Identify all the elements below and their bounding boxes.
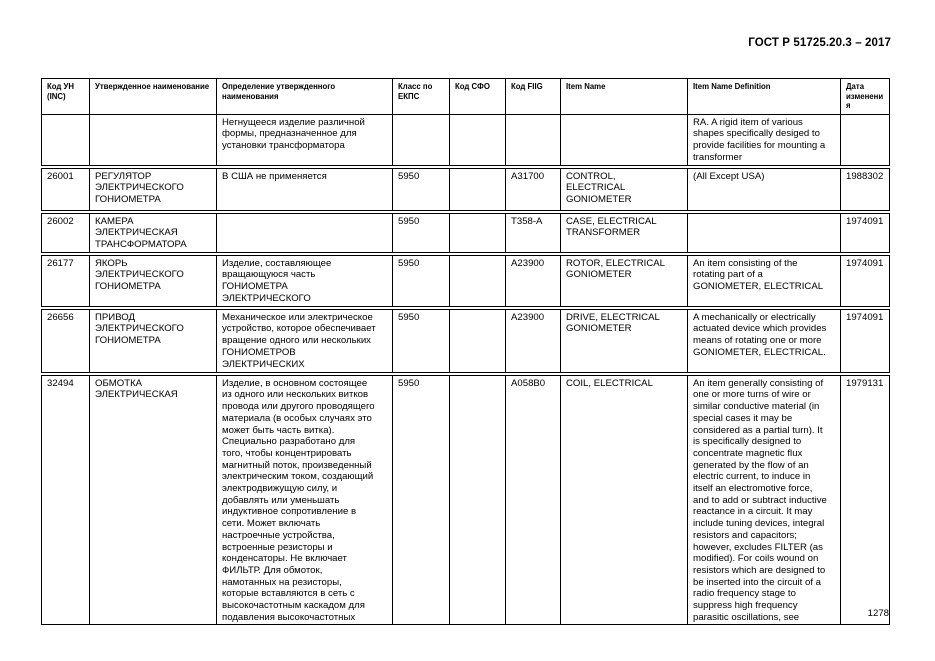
- column-header-item-name-definition: Item Name Definition: [688, 79, 841, 115]
- document-standard-header: ГОСТ Р 51725.20.3 – 2017: [748, 37, 891, 49]
- cell-approved-definition: [217, 213, 393, 252]
- cell-item-name-definition: RA. A rigid item of various shapes specifically desiged to provide facilities for mounting a transformer: [688, 114, 841, 165]
- column-header-approved-definition: Определение утвержденного наименования: [217, 79, 393, 115]
- cell-approved-definition: В США не применяется: [217, 168, 393, 210]
- cell-approved-definition: Изделие, составляющее вращающуюся часть ГОНИОМЕТРА ЭЛЕКТРИЧЕСКОГО: [217, 255, 393, 306]
- column-header-change-date: Дата изменения: [841, 79, 890, 115]
- cell-item-name: COIL, ELECTRICAL: [561, 375, 688, 625]
- cell-sfo-code: [450, 255, 506, 306]
- cell-item-name-definition: An item consisting of the rotating part of a GONIOMETER, ELECTRICAL: [688, 255, 841, 306]
- cell-inc: 32494: [42, 375, 90, 625]
- cell-ekps-class: 5950: [393, 255, 450, 306]
- cell-inc: 26002: [42, 213, 90, 252]
- table-row: [42, 255, 890, 306]
- cell-fiig-code: A23900: [506, 255, 561, 306]
- column-header-ekps-class: Класс по ЕКПС: [393, 79, 450, 115]
- cell-sfo-code: [450, 213, 506, 252]
- cell-item-name: CASE, ELECTRICAL TRANSFORMER: [561, 213, 688, 252]
- cell-approved-name: ЯКОРЬ ЭЛЕКТРИЧЕСКОГО ГОНИОМЕТРА: [90, 255, 217, 306]
- cell-item-name: DRIVE, ELECTRICAL GONIOMETER: [561, 309, 688, 372]
- table-row: [42, 375, 890, 625]
- cell-sfo-code: [450, 309, 506, 372]
- cell-change-date: 1974091: [841, 213, 890, 252]
- cell-ekps-class: [393, 114, 450, 165]
- cell-item-name: ROTOR, ELECTRICAL GONIOMETER: [561, 255, 688, 306]
- cell-ekps-class: 5950: [393, 309, 450, 372]
- cell-inc: 26656: [42, 309, 90, 372]
- cell-fiig-code: A23900: [506, 309, 561, 372]
- cell-fiig-code: A31700: [506, 168, 561, 210]
- table-row: [42, 114, 890, 165]
- cell-ekps-class: 5950: [393, 375, 450, 625]
- cell-approved-name: ОБМОТКА ЭЛЕКТРИЧЕСКАЯ: [90, 375, 217, 625]
- cell-sfo-code: [450, 168, 506, 210]
- cell-ekps-class: 5950: [393, 168, 450, 210]
- cell-item-name: [561, 114, 688, 165]
- column-header-fiig-code: Код FIIG: [506, 79, 561, 115]
- cell-change-date: [841, 114, 890, 165]
- cell-item-name-definition: An item generally consisting of one or more turns of wire or similar conductive material (in special cases it may be considered as a partial turn). It is specifically designed to concentrate magnetic flux generated by the flow of an electric current, to induce in itself an electromotive force, and to add or subtract inductive reactance in a circuit. It may include tuning devices, integral resistors and capacitors; however, excludes FILTER (as modified). For coils wound on resistors which are designed to be inserted into the circuit of a radio frequency stage to suppress high frequency parasitic oscillations, see: [688, 375, 841, 625]
- cell-item-name-definition: (All Except USA): [688, 168, 841, 210]
- catalog-table: [41, 78, 890, 625]
- cell-item-name-definition: [688, 213, 841, 252]
- column-header-approved-name: Утвержденное наименование: [90, 79, 217, 115]
- cell-inc: 26001: [42, 168, 90, 210]
- cell-sfo-code: [450, 114, 506, 165]
- cell-item-name: CONTROL, ELECTRICAL GONIOMETER: [561, 168, 688, 210]
- cell-fiig-code: T358-A: [506, 213, 561, 252]
- table-row: [42, 213, 890, 252]
- cell-inc: [42, 114, 90, 165]
- table-header-row: [42, 79, 890, 115]
- table-body: [42, 114, 890, 625]
- column-header-inc: Код УН (INC): [42, 79, 90, 115]
- cell-approved-definition: Негнущееся изделие различной формы, предназначенное для установки трансформатора: [217, 114, 393, 165]
- column-header-sfo-code: Код СФО: [450, 79, 506, 115]
- cell-approved-definition: Механическое или электрическое устройство, которое обеспечивает вращение одного или нескольких ГОНИОМЕТРОВ ЭЛЕКТРИЧЕСКИХ: [217, 309, 393, 372]
- cell-inc: 26177: [42, 255, 90, 306]
- cell-approved-name: ПРИВОД ЭЛЕКТРИЧЕСКОГО ГОНИОМЕТРА: [90, 309, 217, 372]
- cell-approved-name: [90, 114, 217, 165]
- table-row: [42, 309, 890, 372]
- cell-approved-name: КАМЕРА ЭЛЕКТРИЧЕСКАЯ ТРАНСФОРМАТОРА: [90, 213, 217, 252]
- cell-approved-definition: Изделие, в основном состоящее из одного или нескольких витков провода или другого проводящего материала (в особых случаях это может быть часть витка). Специально разработано для того, чтобы концентрировать магнитный поток, произведенный электрическим током, создающий электродвижущую силу, и добавлять или уменьшать индуктивное сопротивление в сети. Может включать настроечные устройства, встроенные резисторы и конденсаторы. Не включает ФИЛЬТР. Для обмоток, намотанных на резисторы, которые вставляются в сеть с высокочастотным каскадом для подавления высокочастотных: [217, 375, 393, 625]
- cell-ekps-class: 5950: [393, 213, 450, 252]
- cell-fiig-code: [506, 114, 561, 165]
- table-row: [42, 168, 890, 210]
- cell-change-date: 1974091: [841, 255, 890, 306]
- cell-change-date: 1979131: [841, 375, 890, 625]
- cell-change-date: 1974091: [841, 309, 890, 372]
- cell-sfo-code: [450, 375, 506, 625]
- cell-item-name-definition: A mechanically or electrically actuated device which provides means of rotating one or more GONIOMETER, ELECTRICAL.: [688, 309, 841, 372]
- cell-change-date: 1988302: [841, 168, 890, 210]
- column-header-item-name: Item Name: [561, 79, 688, 115]
- cell-approved-name: РЕГУЛЯТОР ЭЛЕКТРИЧЕСКОГО ГОНИОМЕТРА: [90, 168, 217, 210]
- page-number: 1278: [867, 608, 889, 619]
- cell-fiig-code: A058B0: [506, 375, 561, 625]
